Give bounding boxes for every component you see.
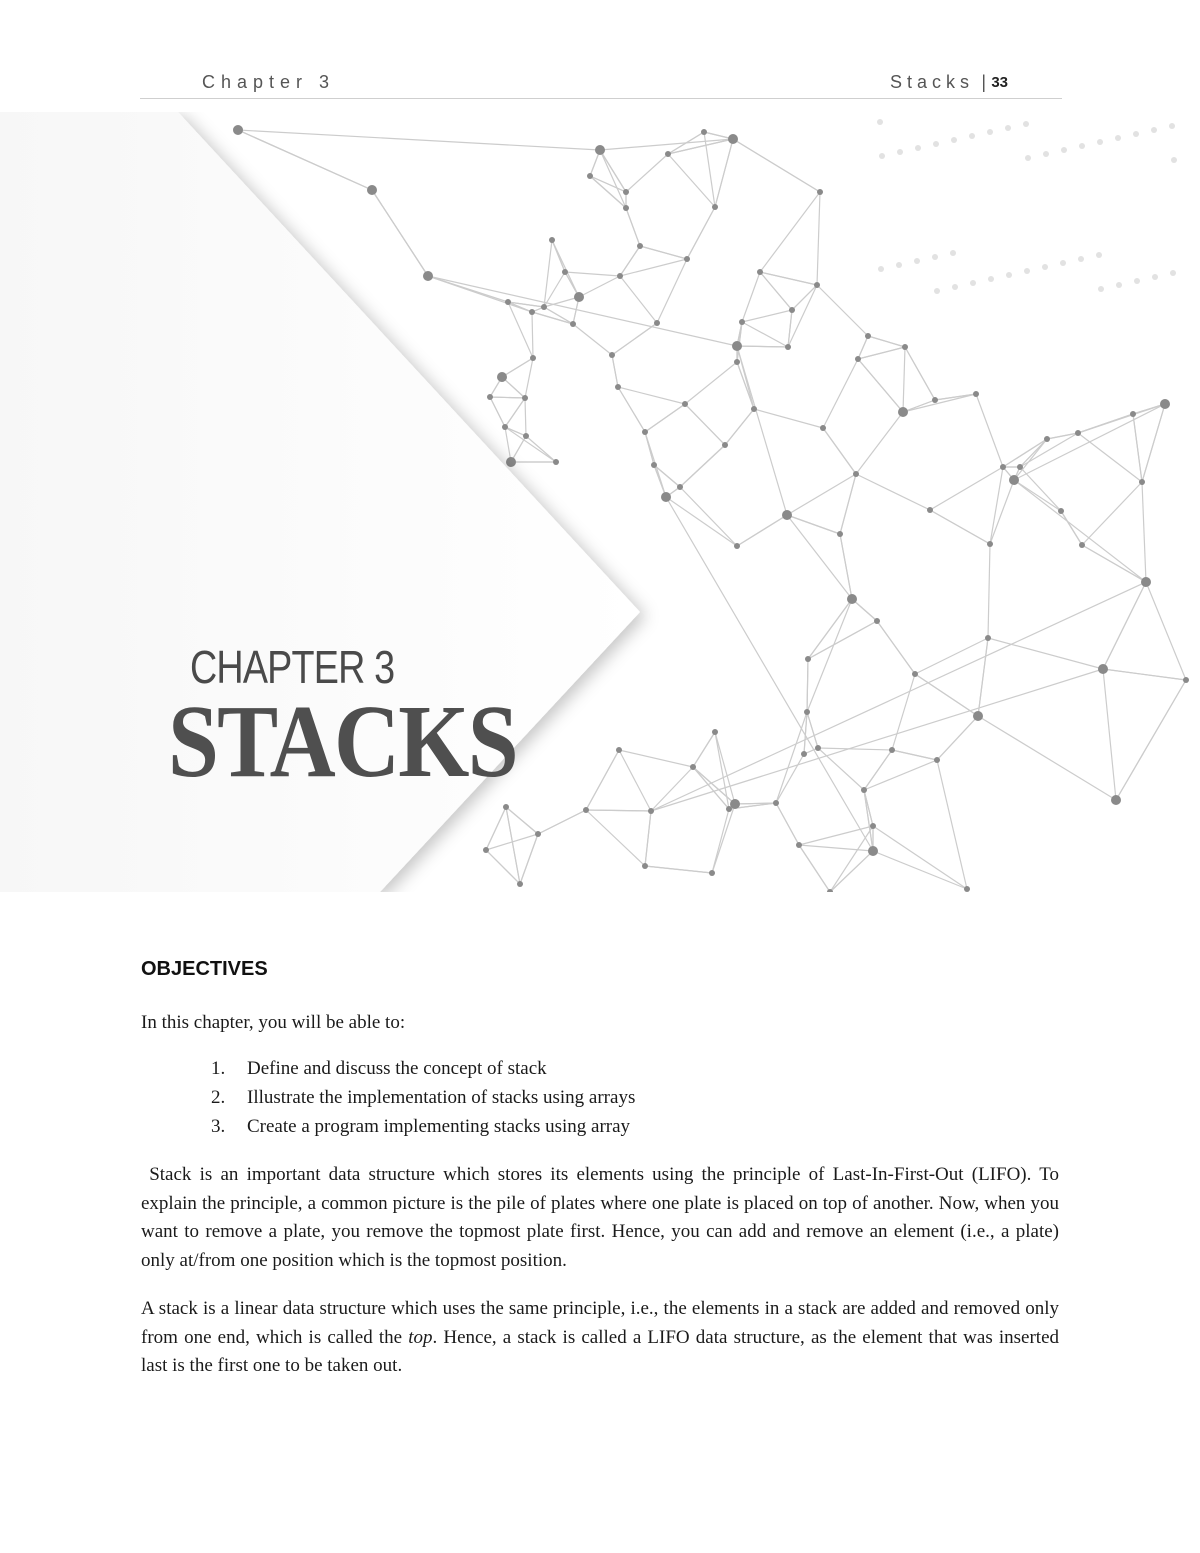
network-node [773, 800, 779, 806]
network-node [233, 125, 243, 135]
network-node [889, 747, 895, 753]
network-node-faint [1152, 274, 1158, 280]
network-node-faint [1006, 272, 1012, 278]
network-node [651, 462, 657, 468]
network-node-faint [1116, 282, 1122, 288]
network-node [817, 189, 823, 195]
objective-item [205, 1116, 635, 1145]
objectives-intro: In this chapter, you will be able to: [141, 1012, 406, 1033]
network-node-faint [932, 254, 938, 260]
objective-number: 2. [211, 1087, 226, 1108]
network-node-faint [987, 129, 993, 135]
network-node-faint [1115, 135, 1121, 141]
network-node-faint [1079, 143, 1085, 149]
header-page-number: 33 [991, 74, 1008, 91]
network-node [682, 401, 688, 407]
network-node [487, 394, 493, 400]
network-node [701, 129, 707, 135]
running-header [140, 72, 1062, 99]
network-node [865, 333, 871, 339]
network-node [712, 204, 718, 210]
network-node [615, 384, 621, 390]
network-node [665, 151, 671, 157]
network-node [712, 729, 718, 735]
network-node [870, 823, 876, 829]
network-node [855, 356, 861, 362]
paragraph-stack-definition [141, 1295, 1059, 1381]
objective-number: 3. [211, 1116, 226, 1137]
network-node [541, 304, 547, 310]
network-node [530, 355, 536, 361]
network-node [609, 352, 615, 358]
network-node [973, 711, 983, 721]
network-node-faint [1169, 123, 1175, 129]
network-node-faint [933, 141, 939, 147]
network-node [623, 205, 629, 211]
network-node [739, 319, 745, 325]
network-node [1139, 479, 1145, 485]
network-node [1098, 664, 1108, 674]
network-node [815, 745, 821, 751]
network-node [595, 145, 605, 155]
network-node [505, 299, 511, 305]
network-node [523, 433, 529, 439]
network-node-faint [1133, 131, 1139, 137]
network-node-faint [1060, 260, 1066, 266]
network-node [642, 863, 648, 869]
network-node-faint [1024, 268, 1030, 274]
network-node-faint [896, 262, 902, 268]
network-node [1141, 577, 1151, 587]
network-node [623, 189, 629, 195]
network-node [912, 671, 918, 677]
objective-text: Define and discuss the concept of stack [247, 1058, 547, 1079]
network-node [814, 282, 820, 288]
network-node [726, 806, 732, 812]
network-node [642, 429, 648, 435]
network-node [782, 510, 792, 520]
network-node [367, 185, 377, 195]
network-node [690, 764, 696, 770]
network-node [549, 237, 555, 243]
network-node-faint [915, 145, 921, 151]
network-node [1075, 430, 1081, 436]
network-node-faint [1134, 278, 1140, 284]
network-node [734, 359, 740, 365]
objectives-heading: OBJECTIVES [141, 958, 268, 980]
header-chapter: Chapter 3 [202, 72, 336, 92]
network-node-faint [1171, 157, 1177, 163]
objectives-list [205, 1058, 635, 1145]
network-node [562, 269, 568, 275]
network-node-faint [1042, 264, 1048, 270]
network-node [570, 321, 576, 327]
network-node [1044, 436, 1050, 442]
network-node [751, 406, 757, 412]
network-node [617, 273, 623, 279]
network-node [837, 531, 843, 537]
network-node [648, 808, 654, 814]
objective-number: 1. [211, 1058, 226, 1079]
network-node-faint [951, 137, 957, 143]
network-node [553, 459, 559, 465]
network-node-faint [969, 133, 975, 139]
network-node [483, 847, 489, 853]
objective-item [205, 1087, 635, 1116]
network-node [987, 541, 993, 547]
network-node [847, 594, 857, 604]
network-node-faint [1025, 155, 1031, 161]
network-node-faint [1170, 270, 1176, 276]
network-node [506, 457, 516, 467]
network-node [616, 747, 622, 753]
network-node-faint [1098, 286, 1104, 292]
network-node [1009, 475, 1019, 485]
network-node [502, 424, 508, 430]
network-node [535, 831, 541, 837]
network-node-faint [877, 119, 883, 125]
network-node [677, 484, 683, 490]
chapter-banner [0, 112, 1200, 892]
network-node [973, 391, 979, 397]
objective-item [205, 1058, 635, 1087]
network-node [874, 618, 880, 624]
network-node [661, 492, 671, 502]
network-node-faint [952, 284, 958, 290]
network-node [732, 341, 742, 351]
network-node [709, 870, 715, 876]
network-node [820, 425, 826, 431]
network-node [804, 709, 810, 715]
network-node [734, 543, 740, 549]
network-node [789, 307, 795, 313]
network-node [898, 407, 908, 417]
network-node [932, 397, 938, 403]
network-node [927, 507, 933, 513]
network-node [1000, 464, 1006, 470]
chapter-label: CHAPTER 3 [190, 641, 395, 693]
network-node-faint [950, 250, 956, 256]
network-node [985, 635, 991, 641]
header-section: Stacks [889, 72, 974, 92]
network-node-faint [914, 258, 920, 264]
network-node [637, 243, 643, 249]
network-node-faint [1096, 252, 1102, 258]
network-node-faint [988, 276, 994, 282]
paragraph-stack-intro [141, 1161, 1059, 1276]
network-node [868, 846, 878, 856]
network-node [934, 757, 940, 763]
chapter-title: STACKS [168, 684, 517, 799]
network-node-faint [1151, 127, 1157, 133]
network-node [805, 656, 811, 662]
network-node [517, 881, 523, 887]
network-node [529, 309, 535, 315]
emphasis-top: top [408, 1326, 433, 1348]
network-node-faint [1005, 125, 1011, 131]
network-node [503, 804, 509, 810]
network-node [684, 256, 690, 262]
network-node-faint [1043, 151, 1049, 157]
paragraph-2-text-a: A stack is a linear data structure which uses the same principle, i.e., the elements in a stack are added and removed only from one end, which is called the [141, 1298, 1059, 1348]
network-node [757, 269, 763, 275]
network-node [1160, 399, 1170, 409]
network-node [522, 395, 528, 401]
paragraph-1-text: Stack is an important data structure which stores its elements using the principle of Last-In-First-Out (LIFO). To explain the principle, a common picture is the pile of plates where one plate is placed on top of another. Now, when you want to remove a plate, you remove the topmost plate first. Hence, you can add and remove an element (i.e., a plate) only at/from one position which is the topmost position. [141, 1164, 1059, 1272]
network-node [861, 787, 867, 793]
network-node-faint [1061, 147, 1067, 153]
network-node [574, 292, 584, 302]
network-node [654, 320, 660, 326]
network-node-faint [1023, 121, 1029, 127]
network-node [796, 842, 802, 848]
network-node-faint [879, 153, 885, 159]
network-node [801, 751, 807, 757]
paragraph-2-text-b: . Hence, a stack is called a LIFO data structure, as the element that was inserted last is the first one to be taken out. [141, 1326, 1060, 1377]
network-node [853, 471, 859, 477]
network-node [1017, 464, 1023, 470]
objective-text: Illustrate the implementation of stacks using arrays [247, 1087, 636, 1108]
network-node [1183, 677, 1189, 683]
network-node [1058, 508, 1064, 514]
objective-text: Create a program implementing stacks using array [247, 1116, 631, 1137]
network-node [785, 344, 791, 350]
network-node [902, 344, 908, 350]
network-node-faint [1078, 256, 1084, 262]
network-node [1130, 411, 1136, 417]
network-node [722, 442, 728, 448]
network-node [497, 372, 507, 382]
network-node [728, 134, 738, 144]
network-node [964, 886, 970, 892]
network-node-faint [897, 149, 903, 155]
network-node-faint [970, 280, 976, 286]
network-node [1079, 542, 1085, 548]
network-node-faint [1097, 139, 1103, 145]
network-node-faint [878, 266, 884, 272]
network-node [587, 173, 593, 179]
network-node-faint [934, 288, 940, 294]
header-separator: | [981, 72, 986, 92]
network-node [423, 271, 433, 281]
network-node [583, 807, 589, 813]
network-node [1111, 795, 1121, 805]
